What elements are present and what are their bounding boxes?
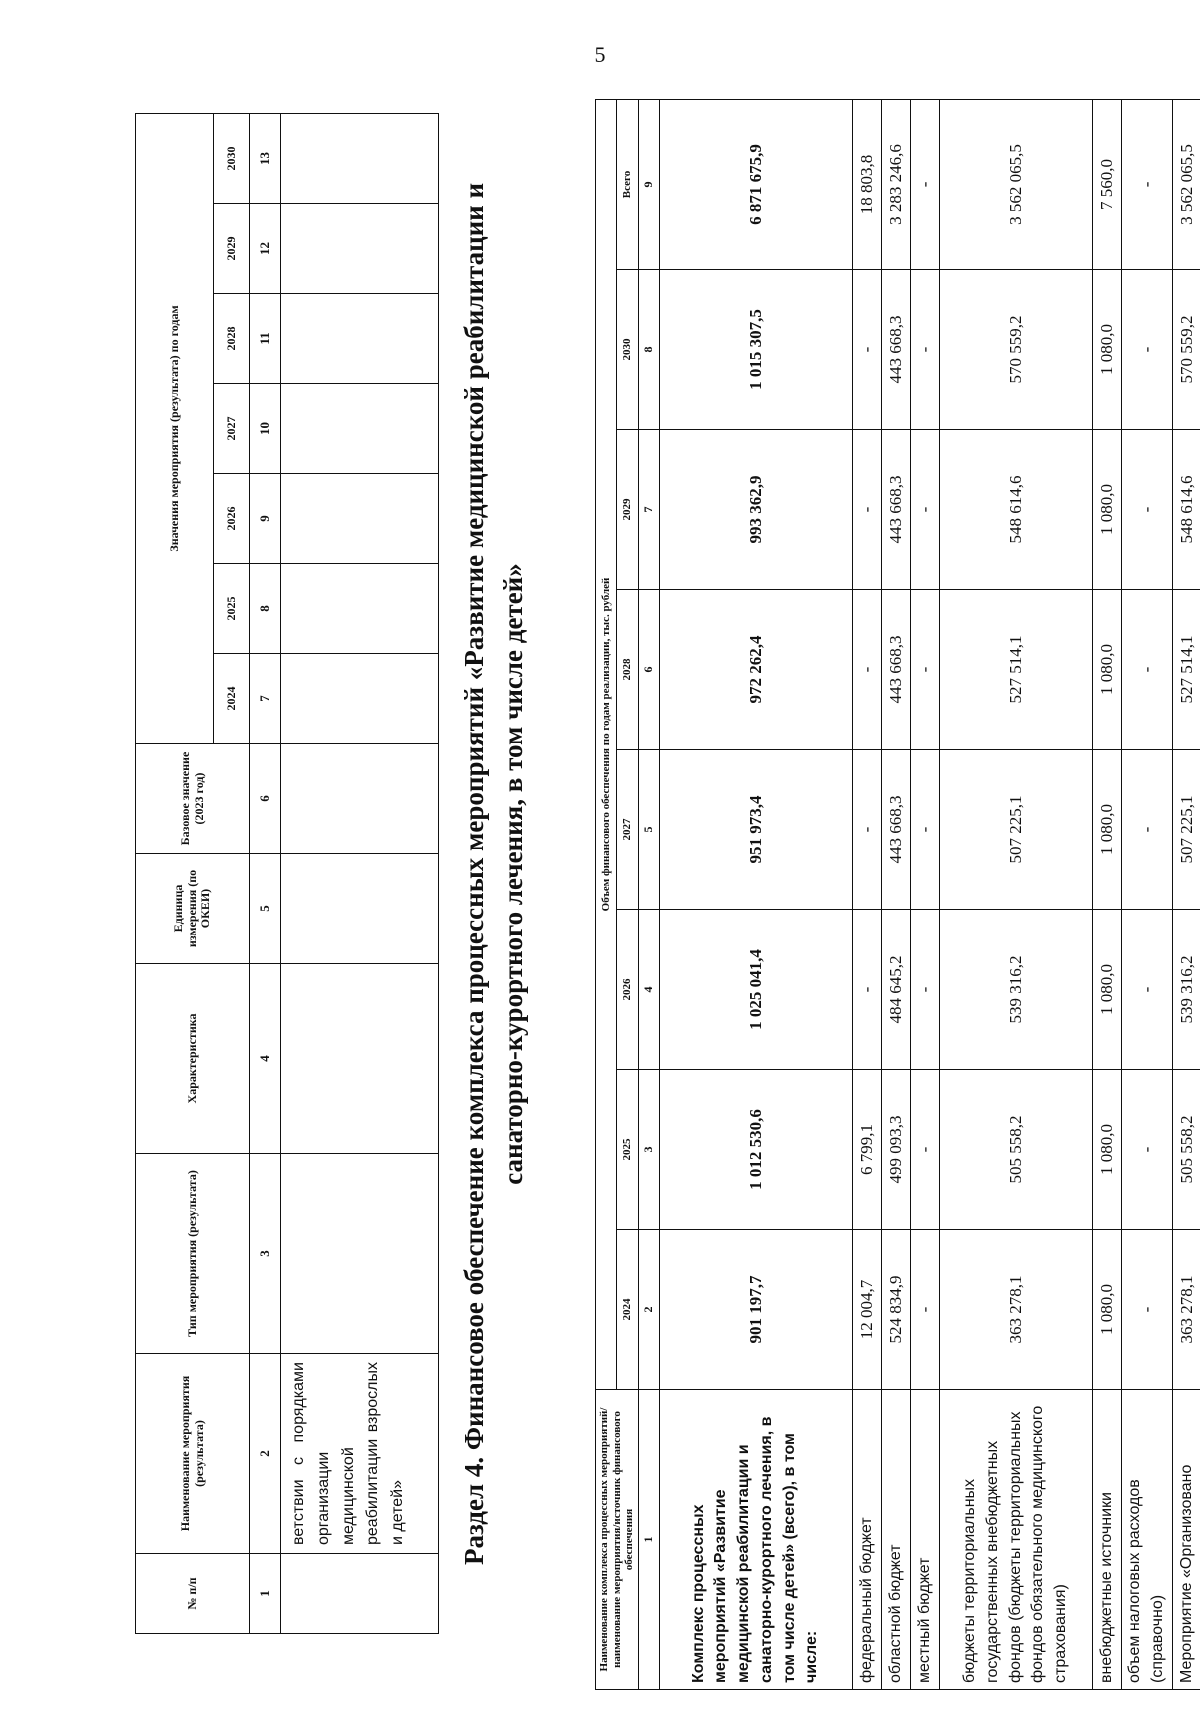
column-number: 2 <box>638 1230 659 1390</box>
section-title: Раздел 4. Финансовое обеспечение комплекса процессных мероприятий «Развитие медицинской реабилитации и санаторно-курортного лечения, в том числе детей» <box>459 182 529 1566</box>
header-year: 2030 <box>214 113 250 203</box>
value-cell: 505 558,2 <box>1172 1070 1200 1230</box>
value-cell: - <box>852 430 881 590</box>
header-year: 2024 <box>617 1230 638 1390</box>
value-cell: - <box>852 750 881 910</box>
results-column-numbers <box>250 113 281 1633</box>
header-year: 2030 <box>617 270 638 430</box>
header-characteristic: Характеристика <box>136 964 250 1154</box>
column-number: 3 <box>638 1070 659 1230</box>
value-cell: 1 080,0 <box>1092 750 1121 910</box>
column-number: 5 <box>250 854 281 964</box>
financing-row-regional <box>881 99 910 1689</box>
row-name: местный бюджет <box>910 1390 939 1690</box>
cell-empty <box>281 474 439 564</box>
header-year: 2029 <box>617 430 638 590</box>
value-cell: 1 080,0 <box>1092 910 1121 1070</box>
financing-column-numbers <box>638 99 659 1689</box>
header-total: Всего <box>617 99 638 269</box>
results-table <box>135 113 439 1634</box>
header-year: 2029 <box>214 204 250 294</box>
row-name: Комплекс процессных мероприятий «Развитие медицинской реабилитации и санаторно-курортного лечения, в том числе детей» (всего), в том числе: <box>659 1390 852 1690</box>
column-number: 7 <box>250 654 281 744</box>
column-number: 7 <box>638 430 659 590</box>
column-number: 9 <box>250 474 281 564</box>
value-cell: - <box>1121 270 1172 430</box>
cell-empty <box>281 1154 439 1354</box>
value-cell: 443 668,3 <box>881 430 910 590</box>
value-cell: 570 559,2 <box>1172 270 1200 430</box>
header-values-group: Значения мероприятия (результата) по годам <box>136 113 214 743</box>
header-year: 2026 <box>214 474 250 564</box>
financing-row-federal <box>852 99 881 1689</box>
value-cell: 972 262,4 <box>659 590 852 750</box>
value-cell: 507 225,1 <box>939 750 1092 910</box>
value-cell: 1 080,0 <box>1092 1070 1121 1230</box>
value-cell: - <box>852 270 881 430</box>
value-cell: 363 278,1 <box>1172 1230 1200 1390</box>
value-cell: 1 080,0 <box>1092 270 1121 430</box>
value-cell: 6 871 675,9 <box>659 99 852 269</box>
value-cell: 1 025 041,4 <box>659 910 852 1070</box>
financing-row-local <box>910 99 939 1689</box>
financing-row-total <box>659 99 852 1689</box>
value-cell: - <box>1121 99 1172 269</box>
header-type: Тип мероприятия (результата) <box>136 1154 250 1354</box>
value-cell: 6 799,1 <box>852 1070 881 1230</box>
value-cell: 527 514,1 <box>939 590 1092 750</box>
value-cell: 993 362,9 <box>659 430 852 590</box>
value-cell: - <box>910 910 939 1070</box>
column-number: 6 <box>638 590 659 750</box>
financing-header-row <box>596 99 617 1689</box>
cell-empty <box>281 294 439 384</box>
cell-empty <box>281 564 439 654</box>
results-row <box>281 113 439 1633</box>
value-cell: 12 004,7 <box>852 1230 881 1390</box>
value-cell: 539 316,2 <box>1172 910 1200 1070</box>
result-description: ветствии с порядками организации медицинской реабилитации взрослых и детей» <box>281 1354 439 1554</box>
column-number: 13 <box>250 113 281 203</box>
cell-empty <box>281 204 439 294</box>
column-number: 4 <box>250 964 281 1154</box>
column-number: 6 <box>250 744 281 854</box>
header-base: Базовое значение (2023 год) <box>136 744 250 854</box>
value-cell: 570 559,2 <box>939 270 1092 430</box>
value-cell: 1 080,0 <box>1092 1230 1121 1390</box>
value-cell: 1 080,0 <box>1092 590 1121 750</box>
row-name: областной бюджет <box>881 1390 910 1690</box>
header-unit: Единица измерения (по ОКЕИ) <box>136 854 250 964</box>
column-number: 9 <box>638 99 659 269</box>
value-cell: 539 316,2 <box>939 910 1092 1070</box>
column-number: 10 <box>250 384 281 474</box>
column-number: 5 <box>638 750 659 910</box>
value-cell: 484 645,2 <box>881 910 910 1070</box>
financing-row-activity <box>1172 99 1200 1689</box>
value-cell: 1 080,0 <box>1092 430 1121 590</box>
financing-row-tax <box>1121 99 1172 1689</box>
header-year: 2025 <box>214 564 250 654</box>
value-cell: - <box>910 99 939 269</box>
header-year: 2028 <box>617 590 638 750</box>
header-year: 2024 <box>214 654 250 744</box>
row-name: внебюджетные источники <box>1092 1390 1121 1690</box>
cell-empty <box>281 384 439 474</box>
header-name: Наименование мероприятия (результата) <box>136 1354 250 1554</box>
value-cell: 1 015 307,5 <box>659 270 852 430</box>
column-number: 1 <box>638 1390 659 1690</box>
column-number: 12 <box>250 204 281 294</box>
column-number: 4 <box>638 910 659 1070</box>
column-number: 8 <box>638 270 659 430</box>
value-cell: 505 558,2 <box>939 1070 1092 1230</box>
value-cell: - <box>1121 1230 1172 1390</box>
row-name: бюджеты территориальных государственных внебюджетных фондов (бюджеты территориальных фондов обязательного медицинского страхования) <box>939 1390 1092 1690</box>
cell-empty <box>281 854 439 964</box>
financing-table <box>595 99 1200 1690</box>
value-cell: - <box>910 590 939 750</box>
value-cell: 951 973,4 <box>659 750 852 910</box>
value-cell: 443 668,3 <box>881 750 910 910</box>
column-number: 11 <box>250 294 281 384</box>
value-cell: - <box>1121 430 1172 590</box>
value-cell: 548 614,6 <box>939 430 1092 590</box>
value-cell: 1 012 530,6 <box>659 1070 852 1230</box>
value-cell: 527 514,1 <box>1172 590 1200 750</box>
value-cell: - <box>1121 910 1172 1070</box>
cell-empty <box>281 964 439 1154</box>
value-cell: - <box>910 1230 939 1390</box>
column-number: 3 <box>250 1154 281 1354</box>
value-cell: - <box>1121 1070 1172 1230</box>
value-cell: 524 834,9 <box>881 1230 910 1390</box>
value-cell: - <box>852 590 881 750</box>
value-cell: 7 560,0 <box>1092 99 1121 269</box>
row-name: объем налоговых расходов (справочно) <box>1121 1390 1172 1690</box>
value-cell: - <box>910 750 939 910</box>
column-number: 2 <box>250 1354 281 1554</box>
cell-empty <box>281 744 439 854</box>
value-cell: 443 668,3 <box>881 270 910 430</box>
value-cell: 548 614,6 <box>1172 430 1200 590</box>
header-year: 2026 <box>617 910 638 1070</box>
results-header-row <box>136 113 214 1633</box>
column-number: 8 <box>250 564 281 654</box>
value-cell: 363 278,1 <box>939 1230 1092 1390</box>
value-cell: - <box>910 430 939 590</box>
value-cell: 3 562 065,5 <box>1172 99 1200 269</box>
page-number: 5 <box>594 42 606 67</box>
value-cell: 499 093,3 <box>881 1070 910 1230</box>
value-cell: 3 283 246,6 <box>881 99 910 269</box>
financing-row-extrabudget <box>1092 99 1121 1689</box>
value-cell: - <box>1121 590 1172 750</box>
value-cell: 443 668,3 <box>881 590 910 750</box>
value-cell: 507 225,1 <box>1172 750 1200 910</box>
header-year: 2027 <box>617 750 638 910</box>
header-num: № п/п <box>136 1554 250 1634</box>
value-cell: - <box>852 910 881 1070</box>
row-name: Мероприятие «Организовано <box>1172 1390 1200 1690</box>
value-cell: 18 803,8 <box>852 99 881 269</box>
cell-empty <box>281 654 439 744</box>
rotated-content <box>135 70 1196 1690</box>
cell-empty <box>281 113 439 203</box>
header-source: Наименование комплекса процессных мероприятий/наименование мероприятия/источник финансового обеспечения <box>596 1390 639 1690</box>
header-financing-group: Объем финансового обеспечения по годам реализации, тыс. рублей <box>596 99 617 1389</box>
header-year: 2025 <box>617 1070 638 1230</box>
value-cell: - <box>910 270 939 430</box>
value-cell: 3 562 065,5 <box>939 99 1092 269</box>
financing-row-oms <box>939 99 1092 1689</box>
value-cell: - <box>910 1070 939 1230</box>
row-name: федеральный бюджет <box>852 1390 881 1690</box>
value-cell: 901 197,7 <box>659 1230 852 1390</box>
value-cell: - <box>1121 750 1172 910</box>
header-year: 2027 <box>214 384 250 474</box>
column-number: 1 <box>250 1554 281 1634</box>
cell-empty <box>281 1554 439 1634</box>
header-year: 2028 <box>214 294 250 384</box>
